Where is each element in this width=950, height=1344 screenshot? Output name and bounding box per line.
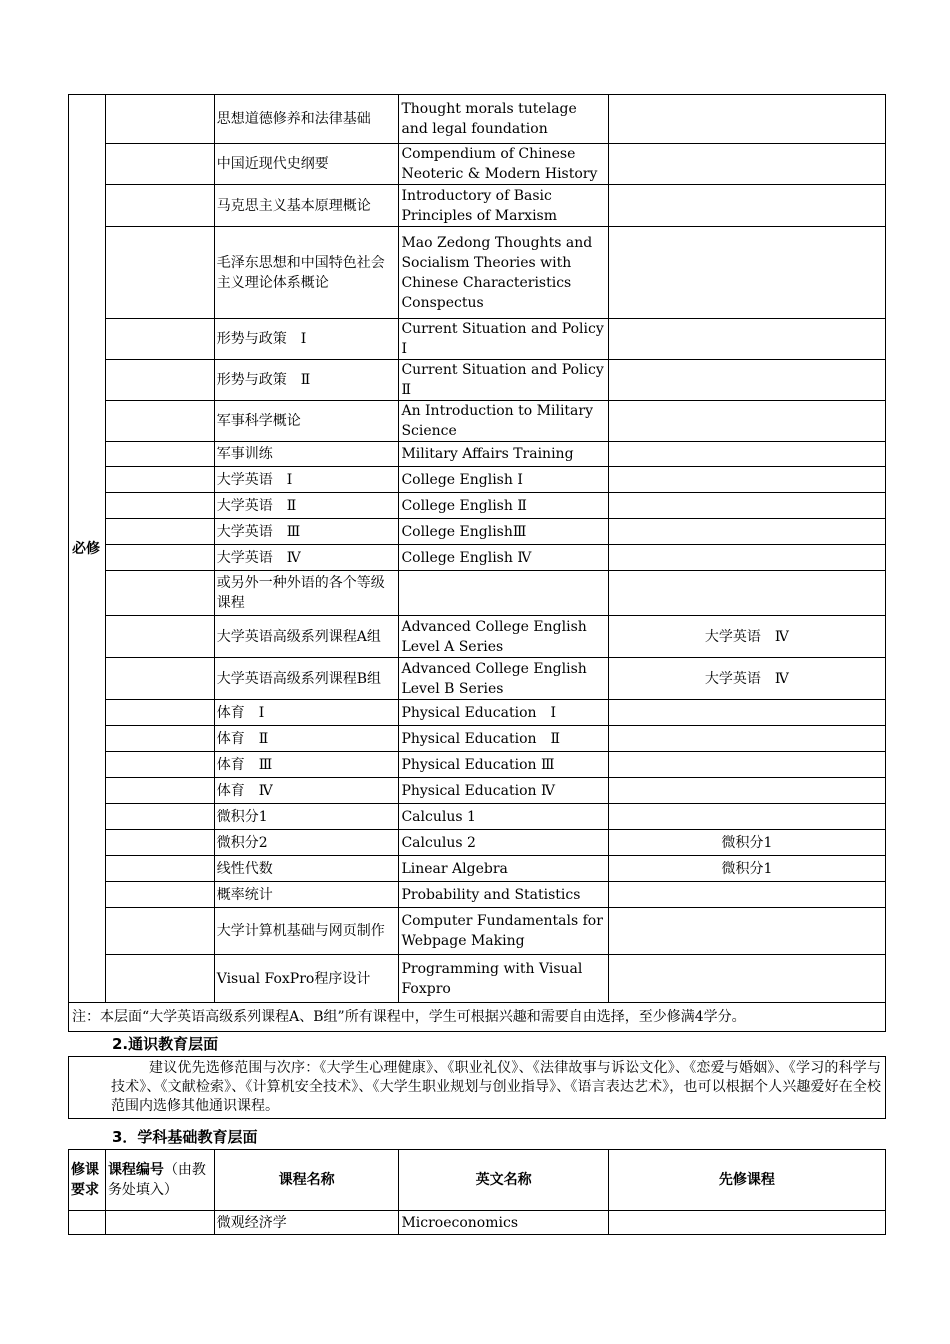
english-name-cell: Physical Education Ⅱ xyxy=(399,726,608,752)
document-page xyxy=(68,94,886,1235)
table-row xyxy=(69,658,886,700)
prerequisite-cell: 大学英语 Ⅳ xyxy=(608,616,885,658)
course-code-cell xyxy=(105,726,214,752)
table-row xyxy=(69,1211,886,1235)
requirement-cell xyxy=(69,1211,106,1235)
course-name-cell: 大学英语 Ⅰ xyxy=(214,467,399,493)
prerequisite-cell xyxy=(608,467,885,493)
course-name-cell: 微积分1 xyxy=(214,804,399,830)
prerequisite-cell xyxy=(608,442,885,467)
header-requirement: 修课要求 xyxy=(69,1150,106,1211)
course-name-cell: 中国近现代史纲要 xyxy=(214,144,399,185)
table-note: 注：本层面“大学英语高级系列课程A、B组”所有课程中，学生可根据兴趣和需要自由选择，至少修满4学分。 xyxy=(69,1003,886,1032)
course-code-cell xyxy=(105,401,214,442)
english-name-cell: Computer Fundamentals for Webpage Making xyxy=(399,908,608,955)
english-name-cell: Current Situation and Policy Ⅱ xyxy=(399,360,608,401)
table-row xyxy=(69,493,886,519)
table-row xyxy=(69,571,886,616)
course-code-cell xyxy=(105,778,214,804)
prerequisite-cell xyxy=(608,401,885,442)
table-row xyxy=(69,882,886,908)
english-name-cell: Mao Zedong Thoughts and Socialism Theories with Chinese Characteristics Conspectus xyxy=(399,227,608,319)
requirement-cell: 必修 xyxy=(69,95,106,1003)
course-name-cell: 马克思主义基本原理概论 xyxy=(214,185,399,227)
prerequisite-cell xyxy=(608,95,885,144)
course-code-cell xyxy=(105,95,214,144)
compulsory-courses-body xyxy=(69,95,886,1032)
header-course-code-note: （由教务处填入） xyxy=(107,1162,206,1198)
compulsory-courses-table xyxy=(68,94,886,1032)
course-name-cell: 体育 Ⅲ xyxy=(214,752,399,778)
prerequisite-cell xyxy=(608,319,885,360)
english-name-cell: Physical Education Ⅳ xyxy=(399,778,608,804)
prerequisite-cell: 大学英语 Ⅳ xyxy=(608,658,885,700)
general-education-paragraph: 建议优先选修范围与次序：《大学生心理健康》、《职业礼仪》、《法律故事与诉讼文化》、《恋爱与婚姻》、《学习的科学与技术》、《文献检索》、《计算机安全技术》、《大学生职业规划与创业指导》、《语言表达艺术》，也可以根据个人兴趣爱好在全校范围内选修其他通识课程。 xyxy=(68,1056,886,1119)
prerequisite-cell xyxy=(608,752,885,778)
english-name-cell: Physical Education Ⅰ xyxy=(399,700,608,726)
table-row xyxy=(69,144,886,185)
course-name-cell: Visual FoxPro程序设计 xyxy=(214,955,399,1003)
table-row xyxy=(69,401,886,442)
english-name-cell: Compendium of Chinese Neoteric & Modern History xyxy=(399,144,608,185)
course-name-cell: 大学英语 Ⅲ xyxy=(214,519,399,545)
prerequisite-cell xyxy=(608,493,885,519)
prerequisite-cell xyxy=(608,144,885,185)
course-name-cell: 大学英语 Ⅱ xyxy=(214,493,399,519)
table-row xyxy=(69,752,886,778)
table-row xyxy=(69,185,886,227)
header-course-name: 课程名称 xyxy=(214,1150,399,1211)
english-name-cell: Calculus 1 xyxy=(399,804,608,830)
english-name-cell: Current Situation and Policy Ⅰ xyxy=(399,319,608,360)
table-row xyxy=(69,616,886,658)
course-name-cell: 概率统计 xyxy=(214,882,399,908)
prerequisite-cell xyxy=(608,882,885,908)
english-name-cell: College English Ⅰ xyxy=(399,467,608,493)
section-2-title: 2.通识教育层面 xyxy=(112,1035,219,1053)
table-row xyxy=(69,227,886,319)
table-row xyxy=(69,908,886,955)
course-name-cell: 大学英语高级系列课程A组 xyxy=(214,616,399,658)
course-code-cell xyxy=(105,856,214,882)
prerequisite-cell xyxy=(608,571,885,616)
table-row xyxy=(69,442,886,467)
course-name-cell: 思想道德修养和法律基础 xyxy=(214,95,399,144)
course-code-cell xyxy=(105,144,214,185)
course-code-cell xyxy=(105,700,214,726)
prerequisite-cell xyxy=(608,227,885,319)
prerequisite-cell xyxy=(608,804,885,830)
header-course-code xyxy=(105,1150,214,1211)
prerequisite-cell xyxy=(608,726,885,752)
header-english-name: 英文名称 xyxy=(399,1150,608,1211)
table-row xyxy=(69,856,886,882)
course-code-cell xyxy=(105,571,214,616)
course-name-cell: 微观经济学 xyxy=(214,1211,399,1235)
course-code-cell xyxy=(105,519,214,545)
course-code-cell xyxy=(105,319,214,360)
english-name-cell: An Introduction to Military Science xyxy=(399,401,608,442)
table-row xyxy=(69,519,886,545)
header-prerequisite: 先修课程 xyxy=(608,1150,885,1211)
course-code-cell xyxy=(105,658,214,700)
course-code-cell xyxy=(105,467,214,493)
course-code-cell xyxy=(105,882,214,908)
course-code-cell xyxy=(105,545,214,571)
prerequisite-cell xyxy=(608,360,885,401)
course-name-cell: 形势与政策 Ⅱ xyxy=(214,360,399,401)
prerequisite-cell xyxy=(608,545,885,571)
course-code-cell xyxy=(105,804,214,830)
course-name-cell: 体育 Ⅰ xyxy=(214,700,399,726)
english-name-cell: Military Affairs Training xyxy=(399,442,608,467)
course-code-cell xyxy=(105,442,214,467)
table-row xyxy=(69,545,886,571)
prerequisite-cell xyxy=(608,908,885,955)
course-name-cell: 毛泽东思想和中国特色社会主义理论体系概论 xyxy=(214,227,399,319)
table-row xyxy=(69,726,886,752)
course-code-cell xyxy=(105,955,214,1003)
course-name-cell: 体育 Ⅱ xyxy=(214,726,399,752)
table-row xyxy=(69,955,886,1003)
english-name-cell: College English Ⅳ xyxy=(399,545,608,571)
table-row xyxy=(69,360,886,401)
prerequisite-cell xyxy=(608,778,885,804)
course-code-cell xyxy=(105,908,214,955)
course-name-cell: 军事训练 xyxy=(214,442,399,467)
english-name-cell: Probability and Statistics xyxy=(399,882,608,908)
english-name-cell xyxy=(399,571,608,616)
prerequisite-cell: 微积分1 xyxy=(608,830,885,856)
english-name-cell: Programming with Visual Foxpro xyxy=(399,955,608,1003)
course-code-cell xyxy=(105,616,214,658)
note-row xyxy=(69,1003,886,1032)
course-code-cell xyxy=(105,360,214,401)
course-code-cell xyxy=(105,493,214,519)
table-row xyxy=(69,804,886,830)
english-name-cell: College EnglishⅢ xyxy=(399,519,608,545)
course-code-cell xyxy=(105,752,214,778)
prerequisite-cell xyxy=(608,700,885,726)
discipline-foundation-table xyxy=(68,1149,886,1235)
course-name-cell: 形势与政策 Ⅰ xyxy=(214,319,399,360)
course-name-cell: 大学英语高级系列课程B组 xyxy=(214,658,399,700)
course-code-cell xyxy=(105,185,214,227)
english-name-cell: Introductory of Basic Principles of Marxism xyxy=(399,185,608,227)
english-name-cell: Calculus 2 xyxy=(399,830,608,856)
course-code-cell xyxy=(105,1211,214,1235)
prerequisite-cell xyxy=(608,1211,885,1235)
table-row xyxy=(69,830,886,856)
table-row xyxy=(69,95,886,144)
section-3-title: 3．学科基础教育层面 xyxy=(112,1128,258,1146)
prerequisite-cell xyxy=(608,955,885,1003)
table-row xyxy=(69,467,886,493)
course-name-cell: 微积分2 xyxy=(214,830,399,856)
course-code-cell xyxy=(105,830,214,856)
course-name-cell: 体育 Ⅳ xyxy=(214,778,399,804)
course-name-cell: 或另外一种外语的各个等级课程 xyxy=(214,571,399,616)
prerequisite-cell: 微积分1 xyxy=(608,856,885,882)
english-name-cell: College English Ⅱ xyxy=(399,493,608,519)
discipline-foundation-body xyxy=(69,1150,886,1235)
course-name-cell: 大学计算机基础与网页制作 xyxy=(214,908,399,955)
prerequisite-cell xyxy=(608,185,885,227)
table-row xyxy=(69,319,886,360)
english-name-cell: Physical Education Ⅲ xyxy=(399,752,608,778)
course-name-cell: 线性代数 xyxy=(214,856,399,882)
table-row xyxy=(69,700,886,726)
english-name-cell: Thought morals tutelage and legal foundation xyxy=(399,95,608,144)
table-header-row xyxy=(69,1150,886,1211)
english-name-cell: Advanced College English Level B Series xyxy=(399,658,608,700)
table-row xyxy=(69,778,886,804)
english-name-cell: Advanced College English Level A Series xyxy=(399,616,608,658)
course-code-cell xyxy=(105,227,214,319)
header-course-code-bold: 课程编号 xyxy=(107,1162,164,1178)
english-name-cell: Microeconomics xyxy=(399,1211,608,1235)
course-name-cell: 军事科学概论 xyxy=(214,401,399,442)
prerequisite-cell xyxy=(608,519,885,545)
english-name-cell: Linear Algebra xyxy=(399,856,608,882)
course-name-cell: 大学英语 Ⅳ xyxy=(214,545,399,571)
